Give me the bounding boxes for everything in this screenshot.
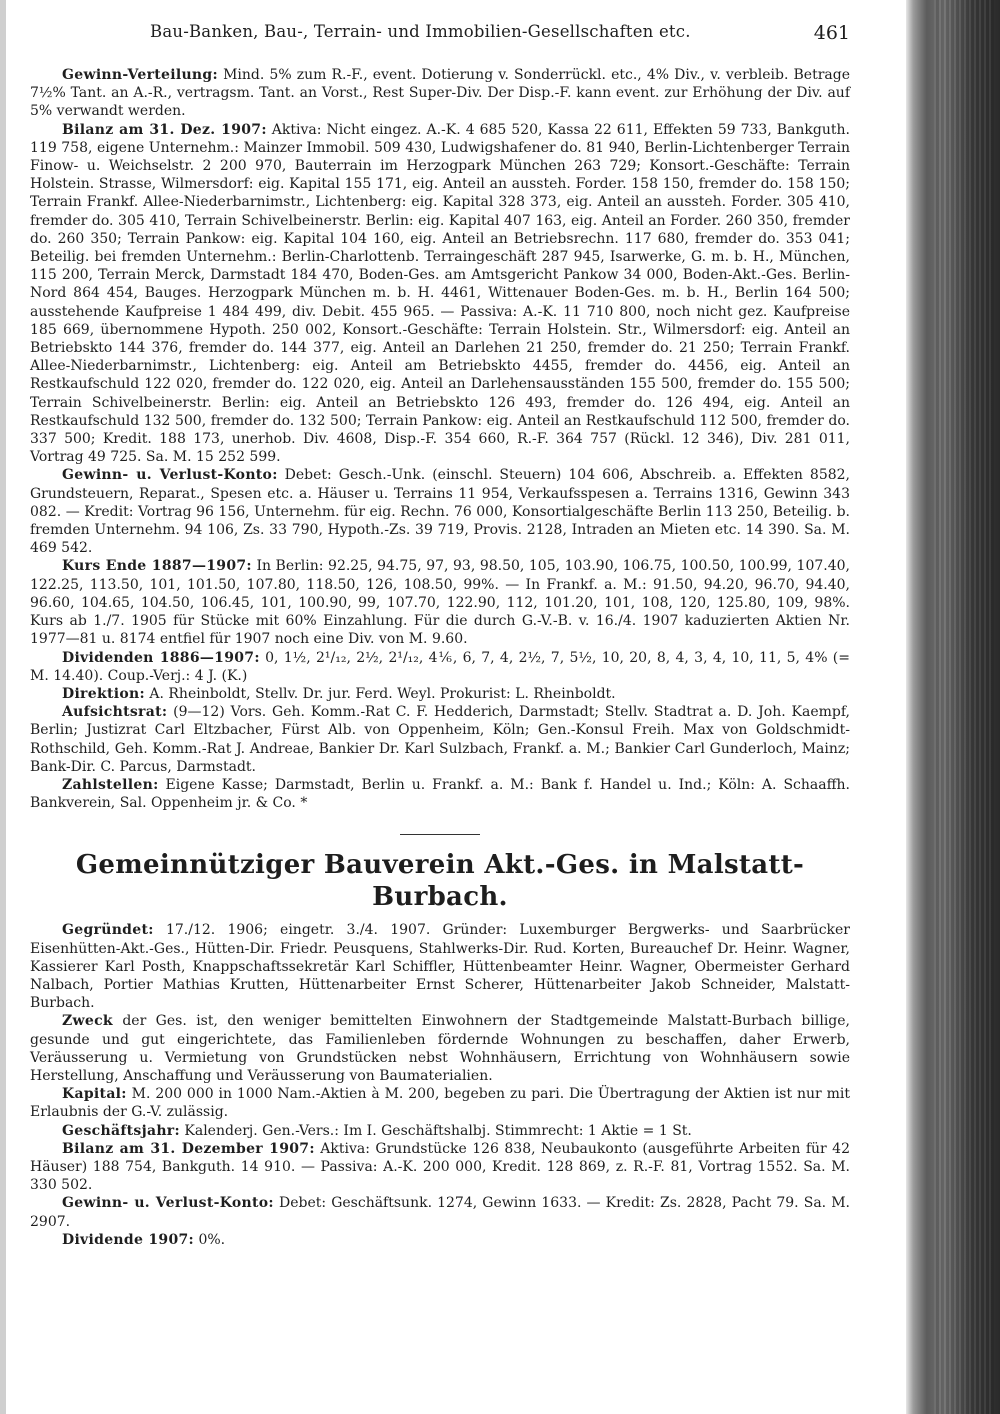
page-number: 461: [813, 22, 850, 44]
entry-paragraph: [30, 921, 850, 1012]
page-content: [30, 66, 850, 1249]
entry-text: 0%.: [194, 1231, 226, 1248]
entry-label: Dividende 1907:: [62, 1231, 194, 1248]
page-header: [60, 20, 850, 50]
left-page-edge: [0, 0, 6, 1414]
entry-label: Kapital:: [62, 1086, 127, 1103]
entry-paragraph: [30, 121, 850, 467]
entry-text: Aktiva: Grundstücke 126 838, Neubaukonto (ausgeführte Arbeiten für 42 Häuser) 188 754, Bankguth. 14 910. — Passiva: A.-K. 200 000, Kredit. 128 869, z. R.-F. 81, Vortrag 1552. Sa. M. 330 502.: [30, 1140, 850, 1194]
entry-label: Gewinn- u. Verlust-Konto:: [62, 467, 278, 484]
entry-paragraph: [30, 1085, 850, 1121]
entry-text: Eigene Kasse; Darmstadt, Berlin u. Frankf. a. M.: Bank f. Handel u. Ind.; Köln: A. Schaaffh. Bankverein, Sal. Oppenheim jr. & Co. *: [30, 776, 850, 812]
entry-label: Zahlstellen:: [62, 776, 159, 793]
entry-paragraph: [30, 557, 850, 648]
entry-paragraph: [30, 66, 850, 121]
book-spine: [906, 0, 1000, 1414]
entry-paragraph: [30, 703, 850, 776]
entry-text: Debet: Gesch.-Unk. (einschl. Steuern) 104 606, Abschreib. a. Effekten 8582, Grundsteuern, Reparat., Spesen etc. a. Häuser u. Terrains 11 954, Verkaufsspesen a. Terrains 1316, Gewinn 343 082. — Kredit: Vortrag 96 156, Unternehm. für eig. Rechn. 76 000, Konsortialgeschäfte Berlin 113 250, Beteilig. b. fremden Unternehm. 94 106, Zs. 33 790, Hypoth.-Zs. 39 719, Provis. 2128, Intraden an Mieten etc. 14 390. Sa. M. 469 542.: [30, 467, 850, 557]
entry-text: Aktiva: Nicht eingez. A.-K. 4 685 520, Kassa 22 611, Effekten 59 733, Bankguth. 119 758, eigene Unternehm.: Mainzer Immobil. 509 430, Ludwigshafener do. 81 940, Berlin-Lichtenberger Terrain Finow- u. Weichselstr. 2 200 970, Bauterrain im Herzogpark München 263 729; Konsort.-Geschäfte: Terrain Holstein. Strasse, Wilmersdorf: eig. Kapital 155 171, eig. Anteil an ausstеh. Forder. 158 150, fremder do. 158 150; Terrain Frankf. Allee-Niederbarnimstr., Lichtenberg: eig. Kapital 328 373, eig. Anteil an ausstеh. Forder. 305 410, fremder do. 305 410, Terrain Schivelbeinerstr. Berlin: eig. Kapital 407 163, eig. Anteil an Forder. 260 350, fremder do. 260 350; Terrain Pankow: eig. Kapital 104 160, eig. Anteil an Betriebsrechn. 117 680, fremder do. 353 041; Beteilig. bei fremden Unternehm.: Berlin-Charlottenb. Terraingeschäft 287 945, Isarwerke, G. m. b. H., München, 115 200, Terrain Merck, Darmstadt 184 470, Boden-Ges. am Amtsgericht Pankow 34 000, Boden-Akt.-Ges. Berlin-Nord 864 454, Bauges. Herzogpark München m. b. H. 4461, Wittenauer Boden-Ges. m. b. H., Berlin 164 500; ausstehende Kaufpreise 1 484 499, div. Debit. 455 965. — Passiva: A.-K. 11 710 800, noch nicht gez. Kaufpreise 185 669, übernommene Hypoth. 250 002, Konsort.-Geschäfte: Terrain Holstein. Str., Wilmersdorf: eig. Anteil an Betriebskto 144 376, fremder do. 144 377, eig. Anteil an Darlehen 21 250, fremder do. 21 250; Terrain Frankf. Allee-Niederbarnimstr., Lichtenberg: eig. Anteil am Betriebskto 4455, fremder do. 4456, eig. Anteil an Restkaufschuld 122 020, fremder do. 122 020, eig. Anteil an Darlehensausständen 155 500, fremder do. 155 500; Terrain Schivelbeinerstr. Berlin: eig. Anteil an Betriebskto 126 493, fremder do. 126 494, eig. Anteil an Restkaufschuld 132 500, fremder do. 132 500; Terrain Pankow: eig. Anteil an Restkaufschuld 112 500, fremder do. 337 500; Kredit. 188 173, unerhob. Div. 4608, Disp.-F. 354 660, R.-F. 364 757 (Rückl. 12 346), Div. 281 011, Vortrag 49 725. Sa. M. 15 252 599.: [30, 121, 850, 466]
entry-paragraph: [30, 776, 850, 812]
entry-text: A. Rheinboldt, Stellv. Dr. jur. Ferd. Weyl. Prokurist: L. Rheinboldt.: [144, 685, 616, 702]
section-company-1: [30, 66, 850, 812]
entry-text: Mind. 5% zum R.-F., event. Dotierung v. Sonderrückl. etc., 4% Div., v. verbleib. Betrage 7½% Tant. an A.-R., vertragsm. Tant. an Vorst., Rest Super-Div. Der Disp.-F. kann event. zur Erhöhung der Div. auf 5% verwandt werden.: [30, 67, 850, 120]
entry-paragraph: [30, 685, 850, 703]
entry-label: Zweck: [62, 1013, 113, 1030]
entry-text: 0, 1½, 2¹/₁₂, 2½, 2¹/₁₂, 4⅙, 6, 7, 4, 2½, 7, 5½, 10, 20, 8, 4, 3, 4, 10, 11, 5, 4% (= M. 14.40). Coup.-Verj.: 4 J. (K.): [30, 649, 850, 684]
entry-paragraph: [30, 1231, 850, 1249]
entry-text: der Ges. ist, den weniger bemittelten Einwohnern der Stadtgemeinde Malstatt-Burbach billige, gesunde und gut eingerichtete, das Familienleben fördernde Wohnungen zu beschaffen, daher Erwerb, Veräusserung u. Vermietung von Grundstücken nebst Wohnhäusern, Errichtung von Wohnhäusern sowie Herstellung, Anschaffung und Veräusserung von Baumaterialien.: [30, 1013, 850, 1084]
running-head: Bau-Banken, Bau-, Terrain- und Immobilien-Gesellschaften etc.: [150, 22, 691, 41]
entry-label: Geschäftsjahr:: [62, 1122, 180, 1139]
section-company-2: [30, 921, 850, 1249]
entry-label: Gewinn-Verteilung:: [62, 67, 218, 83]
entry-text: Kalenderj. Gen.-Vers.: Im I. Geschäftshalbj. Stimmrecht: 1 Aktie = 1 St.: [179, 1122, 692, 1139]
entry-paragraph: [30, 1194, 850, 1230]
entry-text: M. 200 000 in 1000 Nam.-Aktien à M. 200, begeben zu pari. Die Übertragung der Aktien ist nur mit Erlaubnis der G.-V. zulässig.: [30, 1086, 850, 1121]
entry-paragraph: [30, 466, 850, 557]
entry-label: Direktion:: [62, 685, 145, 702]
entry-label: Bilanz am 31. Dezember 1907:: [62, 1140, 315, 1157]
entry-label: Dividenden 1886—1907:: [62, 649, 260, 666]
company-title: Gemeinnütziger Bauverein Akt.-Ges. in Malstatt-Burbach.: [75, 850, 805, 913]
entry-label: Gegründet:: [62, 922, 154, 939]
entry-label: Aufsichtsrat:: [62, 704, 168, 721]
entry-paragraph: [30, 1122, 850, 1140]
entry-paragraph: [30, 1140, 850, 1195]
entry-label: Kurs Ende 1887—1907:: [62, 558, 252, 575]
entry-text: (9—12) Vors. Geh. Komm.-Rat C. F. Hedderich, Darmstadt; Stellv. Stadtrat a. D. Joh. Kaempf, Berlin; Justizrat Carl Eltzbacher, Fürst Alb. von Oppenheim, Köln; Gen.-Konsul Freih. Max von Goldschmidt-Rothschild, Geh. Komm.-Rat J. Andreae, Bankier Dr. Karl Sulzbach, Frankf. a. M.; Bankier Carl Gunderloch, Mainz; Bank-Dir. C. Parcus, Darmstadt.: [30, 704, 850, 775]
entry-label: Bilanz am 31. Dez. 1907:: [62, 121, 267, 138]
entry-paragraph: [30, 1012, 850, 1085]
entry-label: Gewinn- u. Verlust-Konto:: [62, 1195, 274, 1212]
entry-text: In Berlin: 92.25, 94.75, 97, 93, 98.50, 105, 103.90, 106.75, 100.50, 100.99, 107.40, 122.25, 113.50, 101, 101.50, 107.80, 118.50, 126, 108.50, 99%. — In Frankf. a. M.: 91.50, 94.20, 96.70, 94.40, 96.60, 104.65, 104.50, 106.45, 101, 100.90, 99, 107.70, 122.90, 112, 101.20, 101, 108, 120, 125.80, 109, 98%. Kurs ab 1./7. 1905 für Stücke mit 60% Einzahlung. Für die durch G.-V.-B. v. 16./4. 1907 kaduzierten Aktien Nr. 1977—81 u. 8174 entfiel für 1907 noch eine Div. von M. 9.60.: [30, 558, 850, 648]
section-separator: [400, 834, 480, 835]
entry-text: 17./12. 1906; eingetr. 3./4. 1907. Gründer: Luxemburger Bergwerks- und Saarbrücker Eisenhütten-Akt.-Ges., Hütten-Dir. Friedr. Peusquens, Stahlwerks-Dir. Rud. Korten, Bureauchef Dr. Heinr. Wagner, Kassierer Karl Posth, Knappschaftssekretär Karl Schiffler, Hüttenbeamter Heinr. Wagner, Obermeister Gerhard Nalbach, Portier Mathias Krutten, Hüttenarbeiter Ernst Scherer, Hüttenarbeiter Jakob Schneider, Malstatt-Burbach.: [30, 922, 850, 1012]
entry-paragraph: [30, 649, 850, 685]
entry-text: Debet: Geschäftsunk. 1274, Gewinn 1633. — Kredit: Zs. 2828, Pacht 79. Sa. M. 2907.: [30, 1195, 851, 1230]
